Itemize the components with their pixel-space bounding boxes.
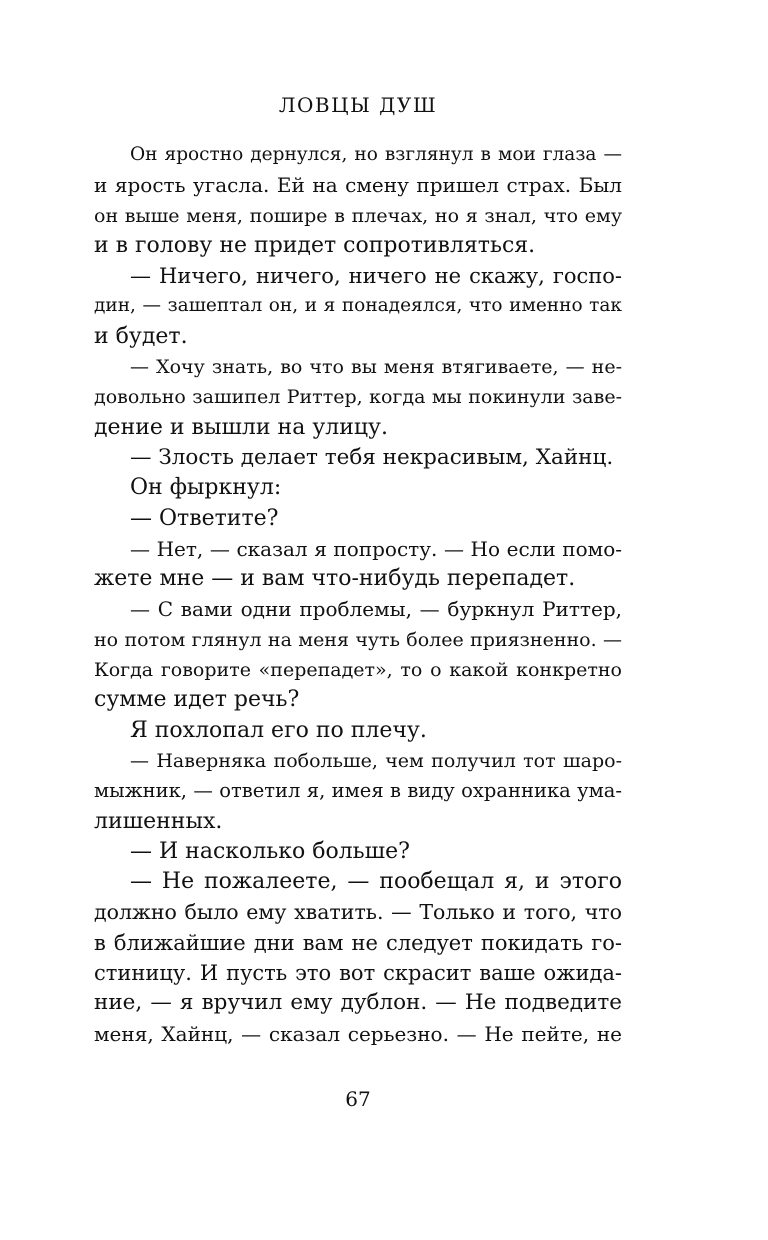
text-line: — Наверняка побольше, чем получил тот шаро- (130, 749, 622, 772)
running-title: ЛОВЦЫ ДУШ (278, 93, 438, 117)
text-line: — И насколько больше? (130, 838, 410, 864)
text-line: — Нет, — сказал я попросту. — Но если помо- (130, 536, 622, 561)
text-line: жете мне — и вам что-нибудь перепадет. (94, 566, 576, 592)
text-line: в ближайшие дни вам не следует покидать го- (94, 930, 622, 955)
text-line: сумме идет речь? (94, 687, 300, 713)
text-line: Когда говорите «перепадет», то о какой конкретно (94, 659, 622, 682)
text-line: — Не пожалеете, — пообещал я, и этого (130, 869, 622, 895)
text-line: Он яростно дернулся, но взглянул в мои глаза — (130, 144, 622, 165)
text-line: — Хочу знать, во что вы меня втягиваете, — не- (130, 356, 622, 379)
body-text (94, 140, 622, 1049)
page-number: 67 (345, 1087, 371, 1111)
text-line: — Ответите? (130, 505, 279, 531)
text-line: Я похлопал его по плечу. (130, 717, 427, 743)
text-line: — Ничего, ничего, ничего не скажу, госпо- (130, 264, 622, 289)
text-line: и ярость угасла. Ей на смену пришел страх. Был (94, 173, 622, 198)
text-line: и в голову не придет сопротивляться. (94, 232, 536, 258)
text-line: ние, — я вручил ему дублон. — Не подведите (94, 990, 622, 1016)
text-line: мыжник, — ответил я, имея в виду охранника ума- (94, 779, 622, 803)
text-line: но потом глянул на меня чуть более приязненно. — (94, 628, 622, 651)
text-line: дин, — зашептал он, и я понадеялся, что именно так (94, 295, 622, 317)
text-line: — Злость делает тебя некрасивым, Хайнц. (130, 444, 614, 470)
text-line: и будет. (94, 323, 188, 349)
text-line: должно было ему хватить. — Только и того, что (94, 900, 622, 925)
text-line: лишенных. (94, 808, 223, 834)
text-line: — С вами одни проблемы, — буркнул Риттер, (130, 597, 622, 622)
text-line: Он фыркнул: (130, 475, 282, 501)
text-line: он выше меня, пошире в плечах, но я знал, что ему (94, 204, 622, 227)
text-line: стиницу. И пусть это вот скрасит ваше ожида- (94, 961, 622, 986)
text-line: меня, Хайнц, — сказал серьезно. — Не пейте, не (94, 1021, 622, 1046)
text-line: дение и вышли на улицу. (94, 414, 388, 440)
text-line: довольно зашипел Риттер, когда мы покинули заве- (94, 386, 622, 409)
